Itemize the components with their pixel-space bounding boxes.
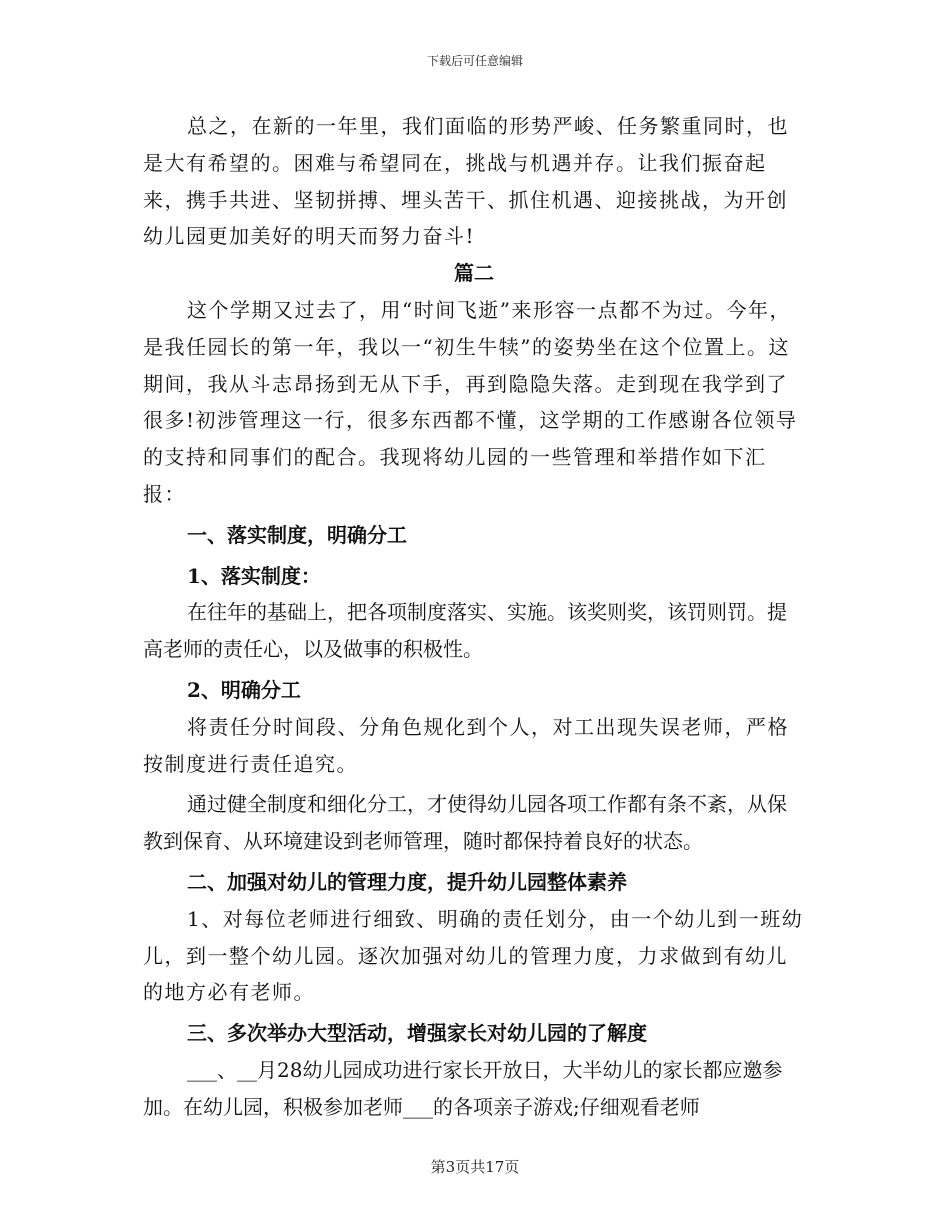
paragraph-management: 1、对每位老师进行细致、明确的责任划分，由一个幼儿到一班幼儿，到一整个幼儿园。逐次加强对幼儿的管理力度，力求做到有幼儿的地方必有老师。 [143, 906, 804, 1005]
heading-2: 二、加强对幼儿的管理力度，提升幼儿园整体素养 [187, 869, 627, 894]
document-body [143, 108, 805, 1126]
section-title: 篇二 [454, 261, 494, 286]
paragraph-system: 在往年的基础上，把各项制度落实、实施。该奖则奖，该罚则罚。提高老师的责任心，以及做事的积极性。 [143, 600, 787, 662]
paragraph-division: 将责任分时间段、分角色规化到个人，对工出现失误老师，严格按制度进行责任追究。 [143, 714, 789, 776]
subheading-1-1: 1、落实制度： [187, 563, 321, 588]
paragraph-result: 通过健全制度和细化分工，才使得幼儿园各项工作都有条不紊，从保教到保育、从环境建设到老师管理，随时都保持着良好的状态。 [143, 792, 787, 854]
paragraph-intro: 这个学期又过去了，用“时间飞逝”来形容一点都不为过。今年，是我任园长的第一年，我以一“初生牛犊”的姿势坐在这个位置上。这期间，我从斗志昂扬到无从下手，再到隐隐失落。走到现在我学到了很多!初涉管理这一行，很多东西都不懂，这学期的工作感谢各位领导的支持和同事们的配合。我现将幼儿园的一些管理和举措作如下汇报： [143, 297, 798, 506]
page-header: 下载后可任意编辑 [426, 54, 523, 68]
subheading-1-2: 2、明确分工 [187, 677, 301, 702]
heading-3: 三、多次举办大型活动，增强家长对幼儿园的了解度 [187, 1021, 647, 1046]
paragraph-conclusion: 总之，在新的一年里，我们面临的形势严峻、任务繁重同时，也是大有希望的。困难与希望同在，挑战与机遇并存。让我们振奋起来，携手共进、坚韧拼搏、埋头苦干、抓住机遇、迎接挑战，为开创幼儿园更加美好的明天而努力奋斗! [143, 114, 789, 249]
paragraph-activity: ___、__月28幼儿园成功进行家长开放日，大半幼儿的家长都应邀参加。在幼儿园，积极参加老师___的各项亲子游戏;仔细观看老师 [143, 1057, 783, 1119]
page-footer: 第3页共17页 [430, 1158, 520, 1176]
heading-1: 一、落实制度，明确分工 [187, 522, 407, 547]
